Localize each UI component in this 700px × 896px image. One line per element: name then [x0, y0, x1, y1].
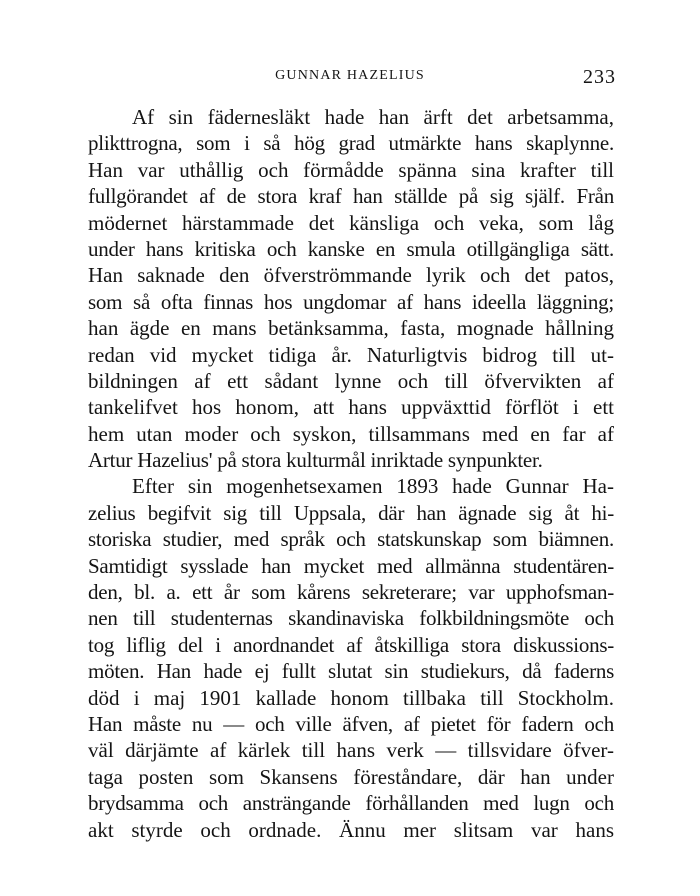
text-line: den, bl. a. ett år som kårens sekreterare; var upphofsman- — [88, 580, 614, 605]
text-line: möten. Han hade ej fullt slutat sin studiekurs, då faderns — [88, 659, 614, 684]
text-line: hem utan moder och syskon, tillsammans med en far af — [88, 421, 614, 446]
text-line: redan vid mycket tidiga år. Naturligtvis bidrog till ut- — [88, 342, 614, 367]
text-line: Han var uthållig och förmådde spänna sina krafter till — [88, 157, 614, 182]
text-line: zelius begifvit sig till Uppsala, där han ägnade sig åt hi- — [88, 500, 614, 525]
running-head — [0, 66, 700, 88]
text-line: bildningen af ett sådant lynne och till öfvervikten af — [88, 368, 614, 393]
text-line: storiska studier, med språk och statskunskap som biämnen. — [88, 527, 614, 552]
text-line: väl därjämte af kärlek till hans verk — tillsvidare öfver- — [88, 738, 614, 763]
text-line: taga posten som Skansens föreståndare, där han under — [88, 764, 614, 789]
running-title: GUNNAR HAZELIUS — [275, 68, 425, 83]
text-line: Artur Hazelius' på stora kulturmål inriktade synpunkter. — [88, 448, 543, 473]
body-text — [88, 104, 614, 843]
text-line: fullgörandet af de stora kraf han ställde på sig själf. Från — [88, 184, 614, 209]
text-line: som så ofta finnas hos ungdomar af hans ideella läggning; — [88, 289, 614, 314]
text-line: Efter sin mogenhetsexamen 1893 hade Gunnar Ha- — [132, 474, 614, 499]
text-line: under hans kritiska och kanske en smula otillgängliga sätt. — [88, 236, 614, 261]
text-line: Samtidigt sysslade han mycket med allmänna studentären- — [88, 553, 614, 578]
paragraph-2 — [88, 473, 614, 842]
text-line: mödernet härstammade det känsliga och veka, som låg — [88, 210, 614, 235]
text-line: akt styrde och ordnade. Ännu mer slitsam var hans — [88, 817, 614, 842]
text-line: brydsamma och ansträngande förhållanden med lugn och — [88, 791, 614, 816]
text-line: död i maj 1901 kallade honom tillbaka till Stockholm. — [88, 685, 614, 710]
text-line: plikttrogna, som i så hög grad utmärkte hans skaplynne. — [88, 131, 614, 156]
text-line: tankelifvet hos honom, att hans uppväxttid förflöt i ett — [88, 395, 614, 420]
text-line: nen till studenternas skandinaviska folkbildningsmöte och — [88, 606, 614, 631]
text-line: tog liflig del i anordnandet af åtskilliga stora diskussions- — [88, 632, 614, 657]
paragraph-1 — [88, 104, 614, 473]
text-line: Han måste nu — och ville äfven, af pietet för fadern och — [88, 711, 614, 736]
page-number: 233 — [583, 66, 616, 88]
text-line: Af sin fädernesläkt hade han ärft det arbetsamma, — [132, 105, 614, 129]
text-line: han ägde en mans betänksamma, fasta, mognade hållning — [88, 316, 614, 341]
text-line: Han saknade den öfverströmmande lyrik och det patos, — [88, 263, 614, 288]
